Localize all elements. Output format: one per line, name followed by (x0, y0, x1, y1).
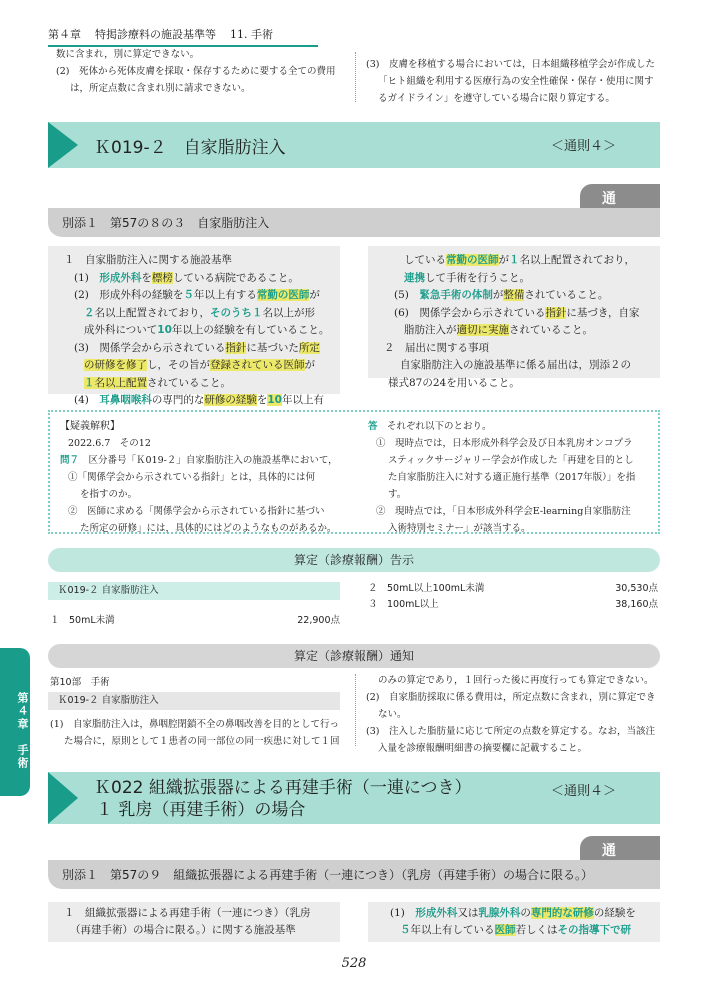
text: 所定 (298, 341, 320, 354)
text: している (404, 254, 446, 266)
text: 脂肪注入が (404, 324, 457, 336)
band-triangle (48, 772, 78, 824)
text-line: 数に含まれ，別に算定できない。 (56, 49, 200, 60)
tsuchi-right-text (366, 672, 666, 757)
text: に基づいた (246, 341, 299, 354)
section-rule: ＜通則４＞ (550, 139, 616, 154)
criteria-cont-line (376, 252, 652, 270)
qa-box (48, 410, 660, 534)
fee-row (368, 596, 658, 610)
text: (1) (390, 907, 405, 919)
tsuchi-item-label: Ｋ019-２ 自家脂肪注入 (48, 692, 340, 710)
criteria-item-2-cont (56, 305, 332, 323)
criteria-item-1 (56, 270, 332, 288)
criteria-heading: １ 組織拡張器による再建手術（一連につき）（乳房 (64, 907, 311, 919)
tsuchi-left-text (50, 716, 342, 750)
qa-question (60, 418, 350, 537)
text-line: (2) 自家脂肪採取に係る費用は，所定点数に含まれ，別に算定でき (366, 692, 656, 703)
question-label: 問７ (60, 455, 80, 466)
qa-a-line: た自家脂肪注入に対する適正施行基準（2017年版）」を指 (388, 472, 636, 483)
page-number: 528 (341, 956, 367, 971)
k022-criteria-box (48, 902, 340, 942)
text: を (141, 271, 152, 284)
text: が (492, 289, 504, 301)
section-title-line: １ 乳房（再建手術）の場合 (96, 800, 306, 820)
text: 連携 (404, 271, 425, 284)
criteria-item-2 (56, 287, 332, 305)
fee-value: 30,530点 (615, 583, 658, 594)
text: 専門的な研修 (530, 907, 594, 919)
text-line: 入量を診療報酬明細書の摘要欄に記載すること。 (378, 743, 588, 754)
fee-row (50, 612, 340, 626)
text: (2) 形成外科の経験を (74, 289, 184, 301)
criteria-item-4 (56, 392, 332, 410)
top-right-text (366, 56, 666, 107)
text: ２ (84, 306, 95, 319)
text: が (309, 289, 320, 301)
fee-tsuchi-heading: 算定（診療報酬）通知 (48, 644, 660, 668)
criteria-heading: （再建手術）の場合に限る。）に関する施設基準 (70, 924, 296, 936)
text-line: ない。 (378, 709, 407, 720)
fee-notice-heading: 算定（診療報酬）告示 (48, 548, 660, 572)
text: 年以上有 (282, 394, 324, 406)
answer-label: 答 (368, 421, 378, 432)
text: 登録されている医師 (210, 359, 305, 371)
fee-label: １ 50mL未満 (50, 615, 115, 626)
text: 医師 (494, 924, 516, 936)
text: 名以上配置されており， (94, 306, 210, 319)
text: 修了 (126, 359, 147, 371)
notification-text: 自家脂肪注入の施設基準に係る届出は，別添２の (400, 359, 631, 371)
text: の専門的な (151, 394, 205, 406)
text: の経験を (593, 907, 636, 919)
bessi-heading: 別添１ 第57の８の３ 自家脂肪注入 (48, 208, 660, 237)
text: されていること。 (524, 289, 609, 301)
fee-label: ２ 50mL以上100mL未満 (368, 583, 485, 594)
text: 研修の経験 (204, 394, 257, 406)
text: し，その旨が (147, 359, 210, 371)
text: している病院であること。 (172, 271, 299, 284)
qa-q-line (60, 452, 350, 469)
running-header (48, 26, 318, 47)
criteria-item-1 (376, 905, 652, 922)
qa-answer (368, 418, 658, 537)
notice-tab: 通 (580, 184, 660, 208)
qa-a-line (368, 418, 658, 435)
text: 指針 (545, 306, 567, 319)
qa-a-line: す。 (388, 489, 407, 500)
text: 名以上配置 (94, 376, 147, 389)
text: されていること。 (147, 376, 231, 389)
qa-a-line: ① 現時点では，日本形成外科学会及び日本乳房オンコプラ (376, 438, 633, 449)
fee-item-label: Ｋ019-２ 自家脂肪注入 (48, 582, 340, 600)
text-line: るガイドライン」を遵守している場合に限り算定する。 (378, 93, 615, 104)
text-line: は，所定点数に含まれ別に請求できない。 (70, 83, 251, 94)
chapter-label: 第４章 (48, 28, 81, 41)
criteria-heading: １ 自家脂肪注入に関する施設基準 (64, 254, 232, 266)
text: 形成外科 (415, 907, 458, 919)
text: 10 (267, 394, 282, 406)
text: 標榜 (151, 271, 173, 284)
fee-value: 38,160点 (615, 599, 658, 610)
qa-q-line: ② 医師に求める「関係学会から示されている指針に基づい (68, 506, 325, 517)
criteria-item-6-cont (376, 322, 652, 340)
text: 10 (157, 324, 172, 336)
top-left-text (56, 46, 346, 97)
text: 常勤の医師 (446, 254, 499, 266)
criteria-item-3 (56, 340, 332, 358)
text: 年以上有している (410, 924, 495, 936)
text: 形成外科 (99, 271, 142, 284)
chapter-title: 特掲診療料の施設基準等 (95, 28, 216, 41)
text-line: (3) 皮膚を移植する場合においては，日本組織移植学会が作成した (366, 59, 655, 70)
text: 緊急手術の体制 (419, 289, 493, 301)
text: 乳腺外科 (478, 907, 521, 919)
chapter-side-tab: 第４章 手術 (0, 648, 30, 796)
text-line: た場合に，原則として１患者の同一部位の同一疾患に対して１回 (64, 736, 340, 747)
text-line: 「ヒト組織を利用する医療行為の安全性確保・保存・使用に関す (378, 76, 654, 87)
text: 適切に実施 (456, 324, 509, 336)
text: 年以上有する (193, 289, 257, 301)
text: １ (509, 254, 520, 266)
text: 整備 (503, 289, 525, 301)
text: 又は (457, 907, 479, 919)
part-label: 第10部 手術 (50, 677, 110, 688)
section-title-line: Ｋ022 組織拡張器による再建手術（一連につき） (94, 778, 472, 798)
section-title: Ｋ019-２ 自家脂肪注入 (94, 138, 286, 158)
text: 成外科について (84, 324, 158, 336)
criteria-item-3-cont (56, 357, 332, 375)
text: 指針 (225, 341, 247, 354)
notification-heading: ２ 届出に関する事項 (384, 341, 489, 354)
section-heading-k022 (48, 772, 660, 824)
facility-criteria-box-cont (368, 246, 660, 389)
criteria-item-2-cont (56, 322, 332, 340)
text: (3) 関係学会から示されている (74, 341, 226, 354)
qa-q-line: ①「関係学会から示されている指針」とは，具体的には何 (68, 472, 316, 483)
fee-row (368, 580, 658, 594)
notification-text: 様式87の24を用いること。 (388, 376, 520, 389)
text: 若しくは (515, 924, 558, 936)
criteria-item-3-cont (56, 375, 332, 393)
column-divider (355, 674, 356, 746)
text: (5) (394, 289, 409, 301)
text: が (304, 359, 315, 371)
qa-q-line: を指すのか。 (80, 489, 138, 500)
text: そのうち１ (210, 306, 263, 319)
qa-a-line: スティックサージャリー学会が作成した「再建を目的とし (388, 455, 634, 466)
text: それぞれ以下のとおり。 (387, 421, 492, 432)
text: ５ (400, 924, 411, 936)
text: 年以上の経験を有していること。 (171, 324, 330, 336)
text: 区分番号「Ｋ019-２」自家脂肪注入の施設基準において， (88, 455, 338, 466)
text: (1) (74, 271, 89, 284)
text: 名以上が形 (262, 306, 315, 319)
text-line: (1) 自家脂肪注入は，鼻咽腔閉鎖不全の鼻咽改善を目的として行っ (50, 719, 339, 730)
qa-q-line: た所定の研修」には，具体的にはどのようなものがあるか。 (80, 523, 337, 534)
criteria-item-1-cont (376, 922, 652, 939)
text: 名以上配置されており， (519, 254, 635, 266)
section-heading-k019-2 (48, 122, 660, 168)
criteria-cont-line (376, 270, 652, 288)
text: 常勤の医師 (256, 289, 310, 301)
text: の研修を (84, 359, 126, 371)
text: (6) 関係学会から示されている (394, 306, 546, 319)
qa-heading: 【疑義解釈】 (60, 421, 120, 432)
text: して手術を行うこと。 (425, 271, 530, 284)
text-line: (2) 死体から死体皮膚を採取・保存するために要する全ての費用 (56, 66, 336, 77)
qa-date: 2022.6.7 その12 (68, 438, 151, 449)
bessi-heading: 別添１ 第57の９ 組織拡張器による再建手術（一連につき）（乳房（再建手術）の場合に限る。） (48, 860, 660, 889)
section-title (94, 777, 472, 821)
section-rule: ＜通則４＞ (550, 784, 616, 799)
text: その指導下で研 (557, 924, 631, 936)
facility-criteria-box (48, 246, 340, 406)
qa-a-line: 入術特別セミナー」が該当する。 (388, 523, 531, 534)
criteria-item-5 (376, 287, 652, 305)
text: が (498, 254, 509, 266)
text: の (520, 907, 531, 919)
band-triangle (48, 122, 78, 168)
fee-value: 22,900点 (297, 615, 340, 626)
text: １ (84, 376, 95, 389)
k022-criteria-box-cont (368, 902, 660, 942)
text-line: のみの算定であり，１回行った後に再度行っても算定できない。 (378, 675, 654, 686)
text: (4) (74, 394, 89, 406)
text: ５ (183, 289, 194, 301)
text: 耳鼻咽喉科 (99, 394, 152, 406)
text: に基づき，自家 (566, 306, 640, 319)
fee-label: ３ 100mL以上 (368, 599, 439, 610)
text: を (256, 394, 268, 406)
column-divider (355, 52, 356, 102)
text: されていること。 (509, 324, 593, 336)
criteria-item-6 (376, 305, 652, 323)
notice-tab: 通 (580, 836, 660, 860)
qa-a-line: ② 現時点では，「日本形成外科学会E-learning自家脂肪注 (376, 506, 631, 517)
text-line: (3) 注入した脂肪量に応じて所定の点数を算定する。なお，当該注 (366, 726, 655, 737)
section-label: 11. 手術 (230, 28, 273, 41)
